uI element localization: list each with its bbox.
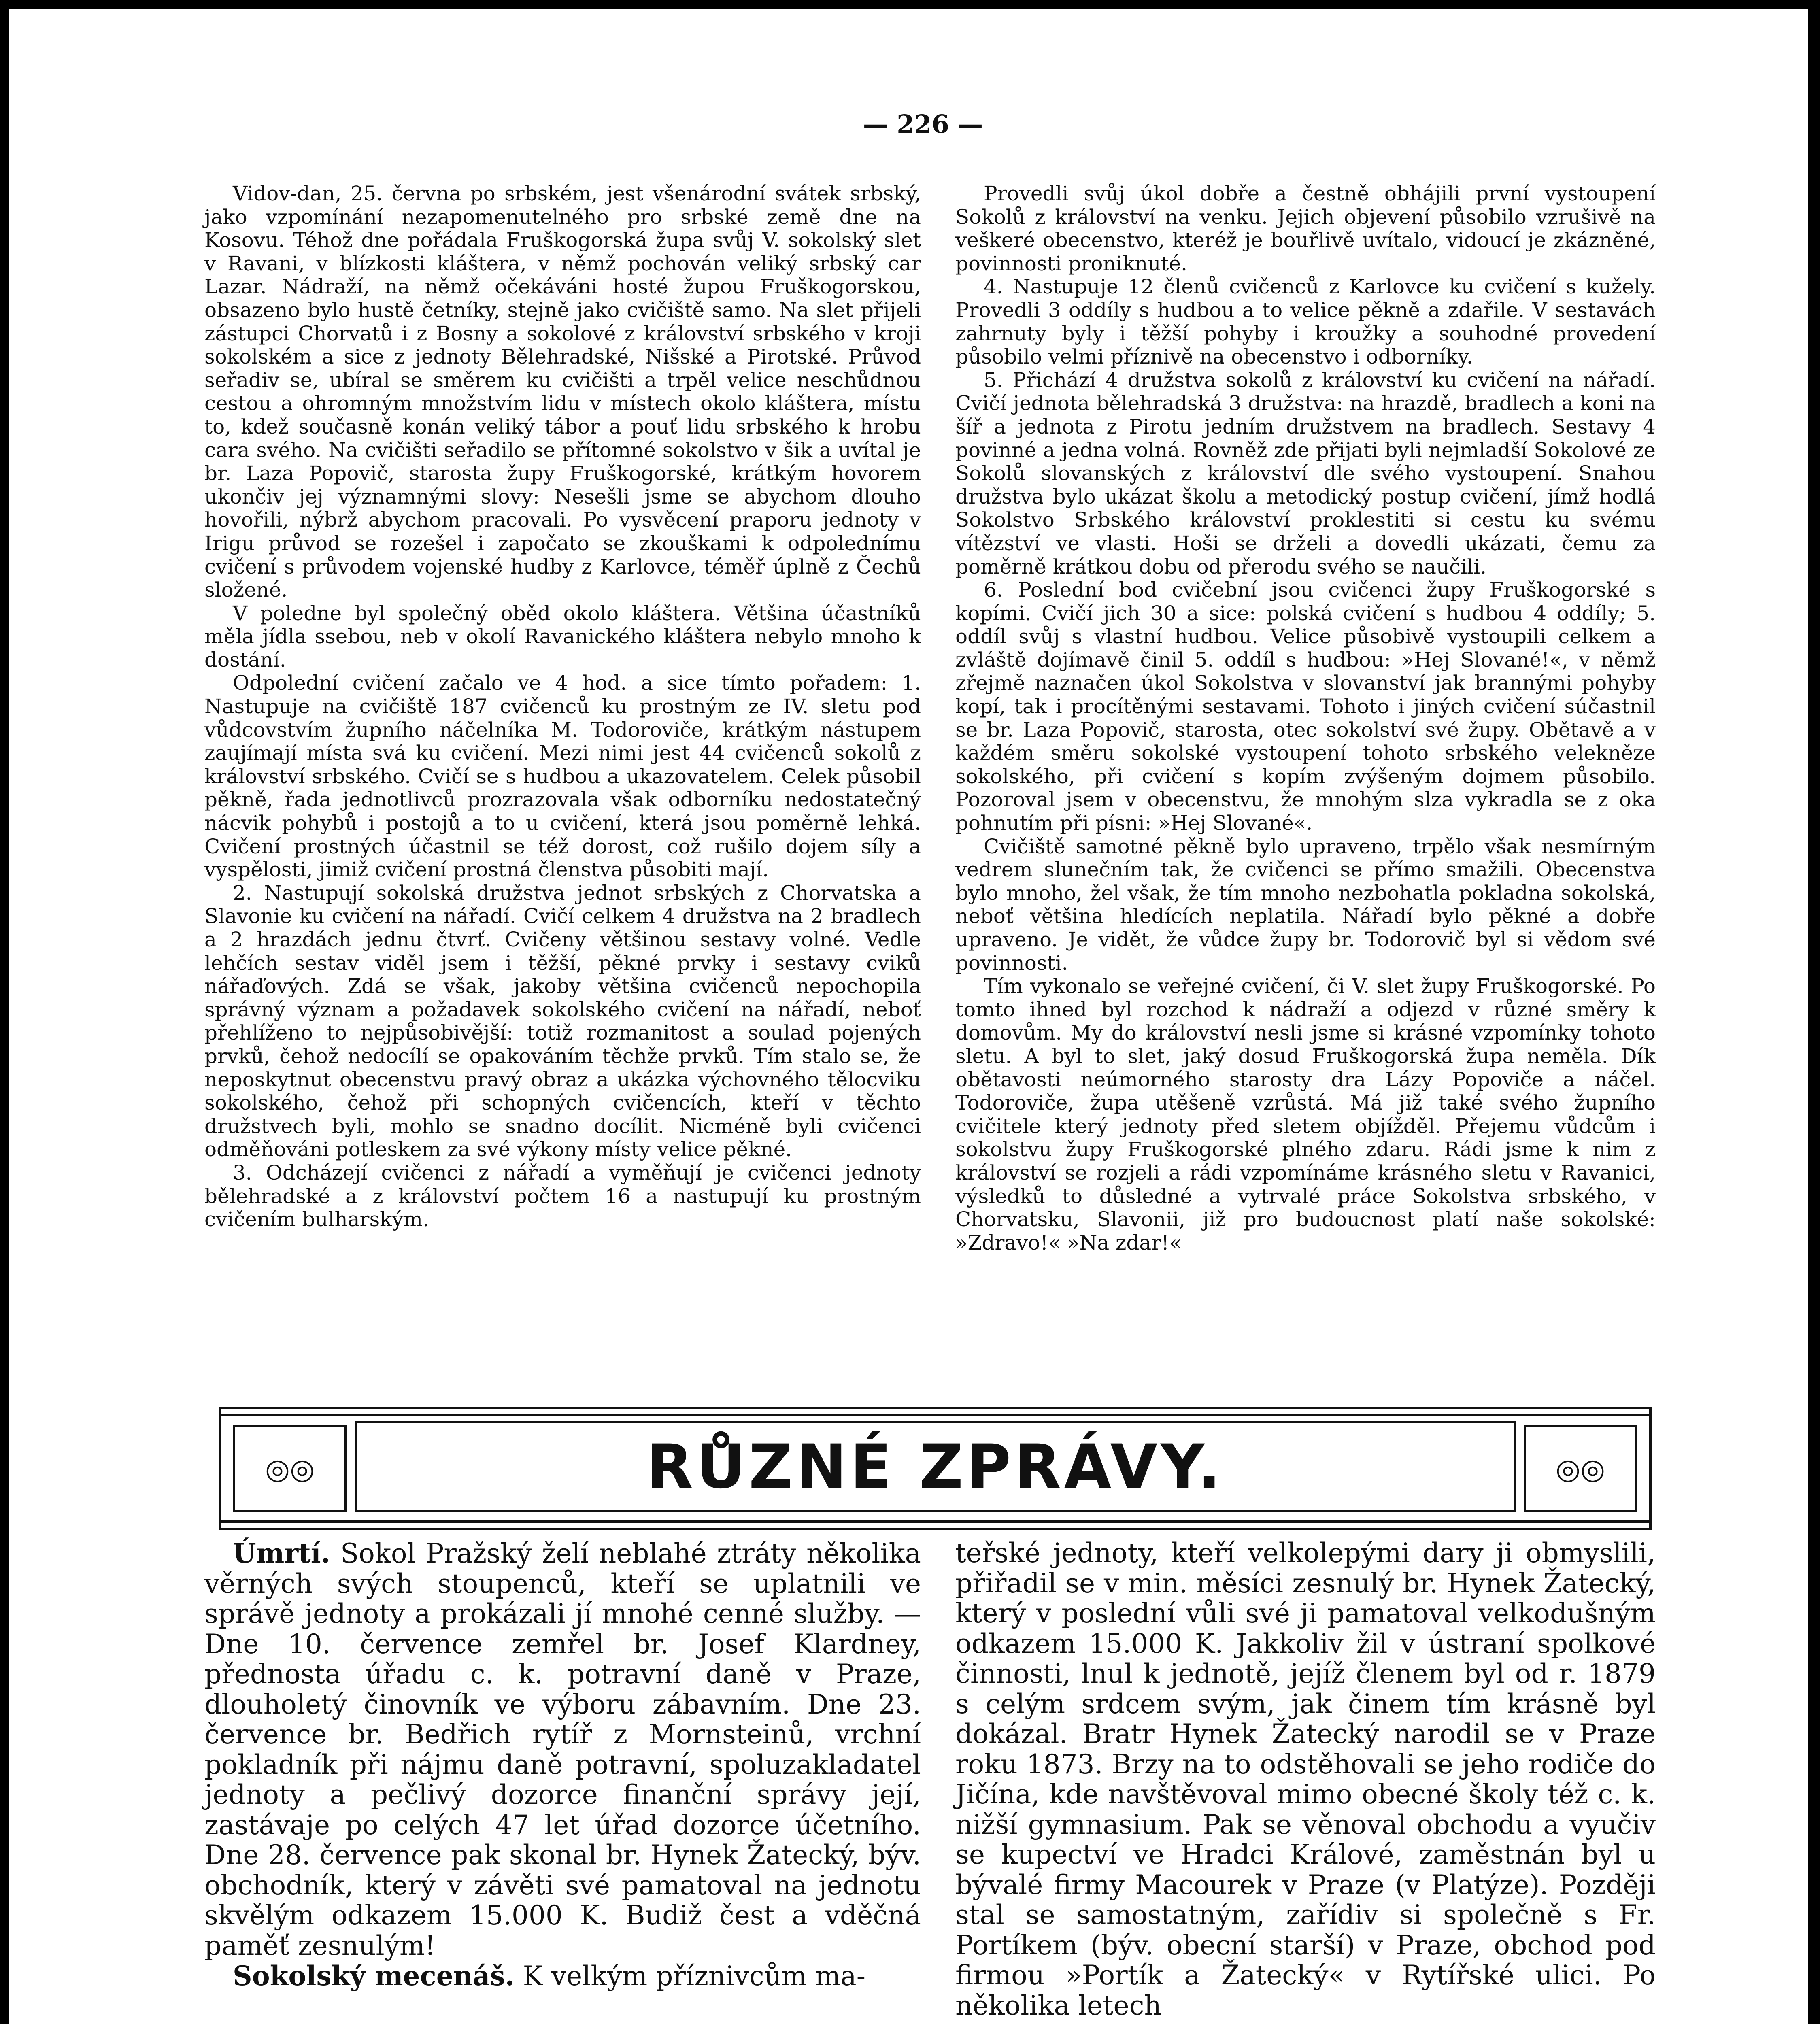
news-text: Sokol Pražský želí neblahé ztráty několika věrných svých stoupenců, kteří se uplatnili ve správě jednoty a prokázali jí mnohé cenné služby. — Dne 10. července zemřel br. Josef Klardney, přednosta úřadu c. k. potravní daně v Praze, dlouholetý činovník ve výboru zábavním. Dne 23. července br. Bedřich rytíř z Mornsteinů, vrchní pokladník při nájmu daně potravní, spoluzakladatel jednoty a pečlivý dozorce finanční správy její, zastávaje po celých 47 let úřad dozorce účetního. Dne 28. července pak skonal br. Hynek Žatecký, býv. obchodník, který v závěti své pamatoval na jednotu skvělým odkazem 15.000 K. Budiž čest a vděčná paměť zesnulým!: [204, 1538, 921, 1961]
top-right-column: [955, 182, 1656, 1254]
paragraph-continued: teřské jednoty, kteří velkolepými dary ji obmyslili, přiřadil se v min. měsíci zesnulý br. Hynek Žatecký, který v poslední vůli své ji pamatoval velkodušným odkazem 15.000 K. Jakkoliv žil v ústraní spolkové činnosti, lnul k jednotě, jejíž členem byl od r. 1879 s celým srdcem svým, jak činem tím krásně byl dokázal. Bratr Hynek Žatecký narodil se v Praze roku 1873. Brzy na to odstěhovali se jeho rodiče do Jičína, kde navštěvoval mimo obecné školy též c. k. nižší gymnasium. Pak se věnoval obchodu a vyučiv se kupectví ve Hradci Králové, zaměstnán byl u bývalé firmy Macourek v Praze (v Platýze). Později stal se samostatným, zařídiv si společně s Fr. Portíkem (býv. obecní starší) v Praze, obchod pod firmou »Portík a Žatecký« v Rytířské ulici. Po několika letech: [955, 1537, 1656, 2021]
bottom-right-column: [955, 1538, 1656, 2021]
paragraph: Odpolední cvičení začalo ve 4 hod. a sice tímto pořadem: 1. Nastupuje na cvičiště 187 cvičenců ku prostným ze IV. sletu pod vůdcovstvím župního náčelníka M. Todoroviče, krátkým nástupem zaujímají místa svá ku cvičení. Mezi nimi jest 44 cvičenců sokolů z království srbského. Cvičí se s hudbou a ukazovatelem. Celek působil pěkně, řada jednotlivců prozrazovala však odborníku nedostatečný nácvik pohybů i postojů a to u cvičení, která jsou poměrně lehká. Cvičení prostných účastnil se též dorost, což rušilo dojem síly a vyspělosti, jimiž cvičení prostná členstva působiti mají.: [204, 671, 921, 882]
paragraph: 2. Nastupují sokolská družstva jednot srbských z Chorvatska a Slavonie ku cvičení na nářadí. Cvičí celkem 4 družstva na 2 bradlech a 2 hrazdách jednu čtvrť. Cvičeny většinou sestavy volné. Vedle lehčích sestav viděl jsem i těžší, pěkné prvky i sestavy cviků nářaďových. Zdá se však, jakoby většina cvičenců nepochopila správný význam a požadavek sokolského cvičení na nářadí, neboť přehlíženo to nejpůsobivější: totiž rozmanitost a soulad pojených prvků, čehož nedocílí se opakováním těchže prvků. Tím stalo se, že neposkytnut obecenstvu pravý obraz a ukázka výchovného tělocviku sokolského, čehož při schopných cvičencích, kteří v těchto družstvech byli, mohlo se snadno docílit. Nicméně byli cvičenci odměňováni potleskem za své výkony místy velice pěkné.: [204, 881, 921, 1161]
section-banner: [219, 1407, 1652, 1530]
banner-rule: [221, 1520, 1649, 1523]
page-number: — 226 —: [863, 109, 983, 139]
paragraph: 5. Přichází 4 družstva sokolů z království ku cvičení na nářadí. Cvičí jednota bělehradská 3 družstva: na hrazdě, bradlech a koni na šíř a jednota z Pirotu jedním družstvem na bradlech. Sestavy 4 povinné a jedna volná. Rovněž zde přijati byli nejmladší Sokolové ze Sokolů slovanských z království dle svého vystoupení. Snahou družstva bylo ukázat školu a metodický postup cvičení, jímž hodlá Sokolstvo Srbského království proklestiti si cestu ku svému vítězství ve vlasti. Hoši se drželi a dovedli ukázati, čemu za poměrně krátkou dobu od přerodu svého se naučili.: [955, 368, 1656, 578]
paragraph: V poledne byl společný oběd okolo kláštera. Většina účastníků měla jídla ssebou, neb v okolí Ravanického kláštera nebylo mnoho k dostání.: [204, 601, 921, 672]
ornament-left-icon: ◎◎: [233, 1425, 347, 1512]
news-headword: Úmrtí.: [233, 1537, 330, 1569]
news-item-mecenas: [204, 1961, 921, 1992]
section-title: RŮZNÉ ZPRÁVY.: [355, 1421, 1516, 1512]
top-left-column: [204, 182, 921, 1231]
paragraph: 3. Odcházejí cvičenci z nářadí a vyměňují je cvičenci jednoty bělehradské a z království počtem 16 a nastupují ku prostným cvičením bulharským.: [204, 1161, 921, 1231]
paragraph: Vidov-dan, 25. června po srbském, jest všenárodní svátek srbský, jako vzpomínání nezapomenutelného pro srbské země dne na Kosovu. Téhož dne pořádala Fruškogorská župa svůj V. sokolský slet v Ravani, v blízkosti kláštera, v němž pochován veliký srbský car Lazar. Nádraží, na němž očekáváni hosté župou Fruškogorskou, obsazeno bylo hustě četníky, stejně jako cvičiště samo. Na slet přijeli zástupci Chorvatů i z Bosny a sokolové z království srbského v kroji sokolském a sice z jednoty Bělehradské, Nišské a Pirotské. Průvod seřadiv se, ubíral se směrem ku cvičišti a trpěl velice neschůdnou cestou a ohromným množstvím lidu v místech okolo kláštera, místu to, kdež současně konán veliký tábor a pouť lidu srbského k hrobu cara svého. Na cvičišti seřadilo se přítomné sokolstvo v šik a uvítal je br. Laza Popovič, starosta župy Fruškogorské, krátkým hovorem ukončiv jej významnými slovy: Nesešli jsme se abychom dlouho hovořili, nýbrž abychom pracovali. Po vysvěcení praporu jednoty v Irigu průvod se rozešel i započato se zkouškami k odpolednímu cvičení s průvodem vojenské hudby z Karlovce, téměř úplně z Čechů složené.: [204, 182, 921, 602]
news-headword: Sokolský mecenáš.: [233, 1960, 515, 1992]
news-text: K velkým příznivcům ma-: [514, 1960, 866, 1992]
paragraph: Provedli svůj úkol dobře a čestně obhájili první vystoupení Sokolů z království na venku. Jejich objevení působilo vzrušivě na veškeré obecenstvo, kteréž je bouřlivě uvítalo, vidoucí je zkázněné, povinnosti proniknuté.: [955, 182, 1656, 275]
paragraph: Cvičiště samotné pěkně bylo upraveno, trpělo však nesmírným vedrem slunečním tak, že cvičenci se přímo smažili. Obecenstva bylo mnoho, žel však, že tím mnoho nezbohatla pokladna sokolská, neboť většina hledících neplatila. Nářadí bylo pěkné a dobře upraveno. Je vidět, že vůdce župy br. Todorovič byl si vědom své povinnosti.: [955, 834, 1656, 975]
paragraph: Tím vykonalo se veřejné cvičení, či V. slet župy Fruškogorské. Po tomto ihned byl rozchod k nádraží a odjezd v různé směry k domovům. My do království nesli jsme si krásné vzpomínky tohoto sletu. A byl to slet, jaký dosud Fruškogorská župa neměla. Dík obětavosti neúmorného starosty dra Lázy Popoviče a náčel. Todoroviče, župa utěšeně vzrůstá. Má již také svého župního cvičitele který jednoty před sletem objížděl. Přejemu vůdcům i sokolstvu župy Fruškogorské plného zdaru. Rádi jsme k nim z království se rozjeli a rádi vzpomínáme krásného sletu v Ravanici, výsledků to důsledné a vytrvalé práce Sokolstva srbského, v Chorvatsku, Slavonii, již pro budoucnost platí naše sokolské: »Zdravo!« »Na zdar!«: [955, 974, 1656, 1254]
banner-rule: [221, 1414, 1649, 1416]
scan-border-left: [0, 0, 9, 2024]
scan-border-right: [1808, 0, 1820, 2024]
bottom-left-column: [204, 1538, 921, 1992]
ornament-right-icon: ◎◎: [1524, 1425, 1637, 1512]
paragraph: 6. Poslední bod cvičební jsou cvičenci župy Fruškogorské s kopími. Cvičí jich 30 a sice: polská cvičení s hudbou 4 oddíly; 5. oddíl svůj s vlastní hudbou. Velice působivě vystoupili celkem a zvláště dojímavě činil 5. oddíl s hudbou: »Hej Slované!«, v němž zřejmě naznačen úkol Sokolstva v slovanství jak brannými pohyby kopí, tak i procítěnými sestavami. Tohoto i jiných cvičení súčastnil se br. Laza Popovič, starosta, otec sokolství své župy. Obětavě a v každém směru sokolské vystoupení tohoto srbského velekněze sokolského, při cvičení s kopím zvýšeným dojmem působilo. Pozoroval jsem v obecenstvu, že mnohým slza vykradla se z oka pohnutím při písni: »Hej Slované«.: [955, 578, 1656, 835]
news-item-umrti: [204, 1538, 921, 1961]
scan-border-top: [0, 0, 1820, 9]
paragraph: 4. Nastupuje 12 členů cvičenců z Karlovce ku cvičení s kužely. Provedli 3 oddíly s hudbou a to velice pěkně a zdařile. V sestavách zahrnuty byly i těžší pohyby i kroužky a souhodné provedení působilo velmi příznivě na obecenstvo i odborníky.: [955, 275, 1656, 369]
